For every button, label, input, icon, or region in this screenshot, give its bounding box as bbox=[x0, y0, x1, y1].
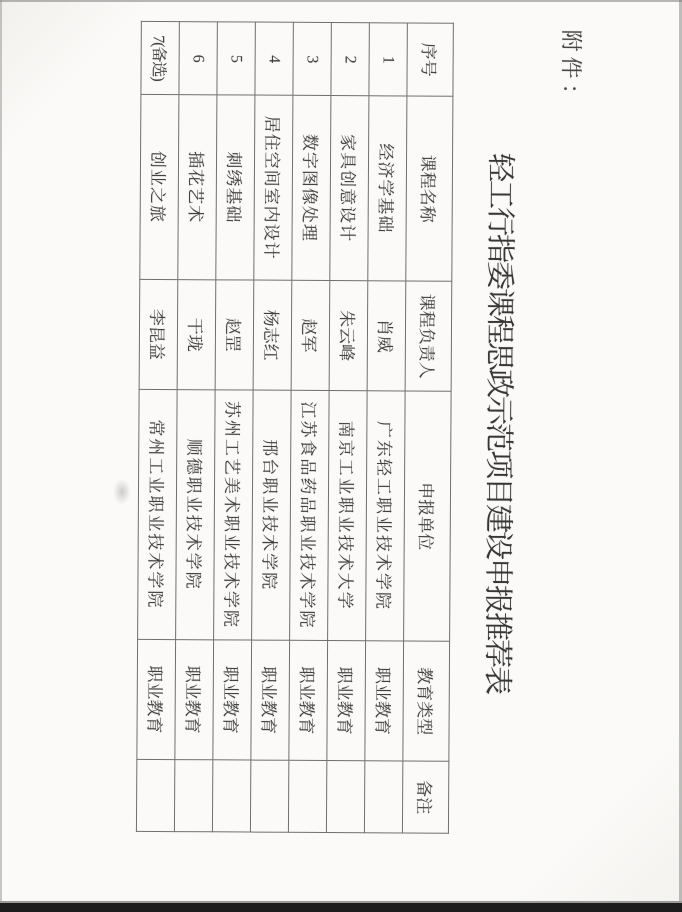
cell-type: 职业教育 bbox=[175, 640, 214, 760]
cell-no: 7(备选) bbox=[141, 21, 179, 94]
table-row bbox=[326, 23, 369, 833]
cell-unit: 苏州工艺美术职业技术学院 bbox=[214, 390, 254, 640]
cell-no: 1 bbox=[369, 23, 407, 96]
cell-unit: 顺德职业技术学院 bbox=[176, 390, 216, 640]
cell-note bbox=[174, 760, 212, 832]
cell-course: 数字图像处理 bbox=[292, 95, 331, 280]
cell-unit: 常州工业职业技术学院 bbox=[138, 389, 178, 639]
cell-leader: 赵军 bbox=[291, 280, 330, 390]
cell-no: 2 bbox=[331, 23, 369, 96]
cell-course: 插花艺术 bbox=[178, 95, 217, 280]
cell-course: 创业之旅 bbox=[140, 94, 179, 279]
table-row bbox=[174, 22, 217, 832]
cell-type: 职业教育 bbox=[365, 641, 404, 761]
cell-course: 刺绣基础 bbox=[216, 95, 255, 280]
cell-type: 职业教育 bbox=[137, 639, 176, 759]
cell-unit: 江苏食品药品职业技术学院 bbox=[290, 390, 330, 640]
recommendation-table bbox=[136, 21, 454, 834]
cell-leader: 肖威 bbox=[367, 281, 406, 391]
cell-leader: 干珑 bbox=[177, 280, 216, 390]
header-cell-leader: 课程负责人 bbox=[405, 281, 452, 391]
cell-leader: 朱云峰 bbox=[329, 281, 368, 391]
table-row bbox=[136, 21, 179, 831]
attachment-label: 附件： bbox=[558, 29, 584, 111]
cell-course: 经济学基础 bbox=[368, 96, 407, 281]
cell-note bbox=[136, 759, 174, 831]
table-row bbox=[212, 22, 255, 832]
cell-unit: 南京工业职业技术大学 bbox=[328, 391, 368, 641]
cell-course: 居住空间室内设计 bbox=[254, 95, 293, 280]
document-title: 轻工行指委课程思政示范项目建设申报推荐表 bbox=[480, 152, 517, 694]
cell-leader: 李昆益 bbox=[139, 279, 178, 389]
cell-unit: 邢台职业技术学院 bbox=[252, 390, 292, 640]
cell-type: 职业教育 bbox=[327, 641, 366, 761]
cell-note bbox=[288, 760, 326, 832]
cell-unit: 广东轻工职业技术学院 bbox=[366, 391, 406, 641]
header-cell-unit: 申报单位 bbox=[404, 391, 452, 641]
table-row bbox=[364, 23, 407, 833]
cell-course: 家具创意设计 bbox=[330, 96, 369, 281]
header-cell-course: 课程名称 bbox=[406, 96, 453, 281]
scan-smudge bbox=[113, 479, 131, 505]
cell-no: 3 bbox=[293, 22, 331, 95]
cell-note bbox=[326, 761, 364, 833]
cell-leader: 杨志红 bbox=[253, 280, 292, 390]
cell-type: 职业教育 bbox=[251, 640, 290, 760]
cell-note bbox=[250, 760, 288, 832]
cell-note bbox=[364, 761, 402, 833]
cell-leader: 赵罡 bbox=[215, 280, 254, 390]
table-row bbox=[250, 22, 293, 832]
header-cell-type: 教育类型 bbox=[403, 641, 450, 761]
cell-no: 4 bbox=[255, 22, 293, 95]
cell-type: 职业教育 bbox=[213, 640, 252, 760]
cell-type: 职业教育 bbox=[289, 640, 328, 760]
header-row bbox=[402, 23, 453, 833]
cell-no: 5 bbox=[217, 22, 255, 95]
header-cell-no: 序号 bbox=[407, 23, 453, 96]
cell-note bbox=[212, 760, 250, 832]
header-cell-note: 备注 bbox=[402, 761, 448, 833]
cell-no: 6 bbox=[179, 22, 217, 95]
table-row bbox=[288, 22, 331, 832]
